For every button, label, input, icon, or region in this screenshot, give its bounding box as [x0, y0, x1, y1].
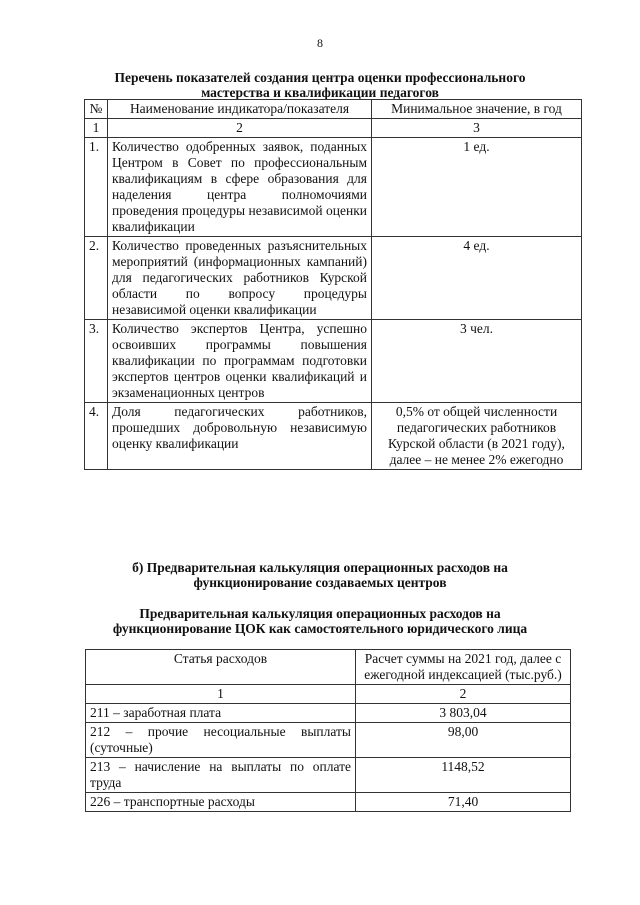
- row-expense-item: 211 – заработная плата: [86, 704, 356, 723]
- row-number: 1.: [85, 138, 108, 237]
- header-min-value: Минимальное значение, в год: [372, 100, 582, 119]
- row-min-value: 0,5% от общей численности педагогических работников Курской области (в 2021 году), далее – не менее 2% ежегодно: [372, 403, 582, 470]
- row-amount: 71,40: [356, 793, 571, 812]
- colnum-2: 2: [356, 685, 571, 704]
- table-row: [86, 704, 571, 723]
- expenses-colnum-row: [86, 685, 571, 704]
- section3-title-line1: Предварительная калькуляция операционных расходов на: [139, 606, 501, 621]
- header-expense-item: Статья расходов: [86, 650, 356, 685]
- row-expense-item: 226 – транспортные расходы: [86, 793, 356, 812]
- table-row: [86, 723, 571, 758]
- colnum-2: 2: [108, 119, 372, 138]
- header-amount: Расчет суммы на 2021 год, далее с ежегодной индексацией (тыс.руб.): [356, 650, 571, 685]
- header-indicator-name: Наименование индикатора/показателя: [108, 100, 372, 119]
- row-amount: 98,00: [356, 723, 571, 758]
- section1-title-line1: Перечень показателей создания центра оценки профессионального: [114, 70, 526, 85]
- colnum-1: 1: [86, 685, 356, 704]
- table-row: [85, 237, 582, 320]
- table-row: [85, 320, 582, 403]
- row-expense-item: 212 – прочие несоциальные выплаты (суточные): [86, 723, 356, 758]
- row-min-value: 3 чел.: [372, 320, 582, 403]
- row-min-value: 4 ед.: [372, 237, 582, 320]
- row-indicator-name: Количество проведенных разъяснительных мероприятий (информационных кампаний) для педагогических работников Курской области по вопросу процедуры независимой оценки квалификации: [108, 237, 372, 320]
- section1-title-line2: мастерства и квалификации педагогов: [201, 85, 439, 100]
- row-indicator-name: Доля педагогических работников, прошедших добровольную независимую оценку квалификации: [108, 403, 372, 470]
- row-min-value: 1 ед.: [372, 138, 582, 237]
- indicators-header-row: [85, 100, 582, 119]
- indicators-table: [84, 99, 582, 470]
- table-row: [85, 403, 582, 470]
- table-row: [86, 793, 571, 812]
- expenses-header-row: [86, 650, 571, 685]
- row-amount: 1148,52: [356, 758, 571, 793]
- indicators-colnum-row: [85, 119, 582, 138]
- row-number: 4.: [85, 403, 108, 470]
- table-row: [85, 138, 582, 237]
- colnum-1: 1: [85, 119, 108, 138]
- colnum-3: 3: [372, 119, 582, 138]
- row-indicator-name: Количество одобренных заявок, поданных Центром в Совет по профессиональным квалификациям в сфере образования для наделения центра полномочиями проведения процедуры независимой оценки квалификации: [108, 138, 372, 237]
- row-expense-item: 213 – начисление на выплаты по оплате труда: [86, 758, 356, 793]
- row-amount: 3 803,04: [356, 704, 571, 723]
- section2-title: [0, 560, 640, 590]
- section2-title-line1: б) Предварительная калькуляция операционных расходов на: [132, 560, 508, 575]
- header-number: №: [85, 100, 108, 119]
- page-number: 8: [317, 36, 323, 50]
- section2-title-line2: функционирование создаваемых центров: [193, 575, 447, 590]
- row-number: 3.: [85, 320, 108, 403]
- section1-title: [0, 70, 640, 100]
- row-indicator-name: Количество экспертов Центра, успешно освоивших программы повышения квалификации по программам подготовки экспертов центров оценки квалификаций и экзаменационных центров: [108, 320, 372, 403]
- section3-title: [0, 606, 640, 636]
- table-row: [86, 758, 571, 793]
- expenses-table: [85, 649, 571, 812]
- section3-title-line2: функционирование ЦОК как самостоятельного юридического лица: [112, 621, 528, 636]
- row-number: 2.: [85, 237, 108, 320]
